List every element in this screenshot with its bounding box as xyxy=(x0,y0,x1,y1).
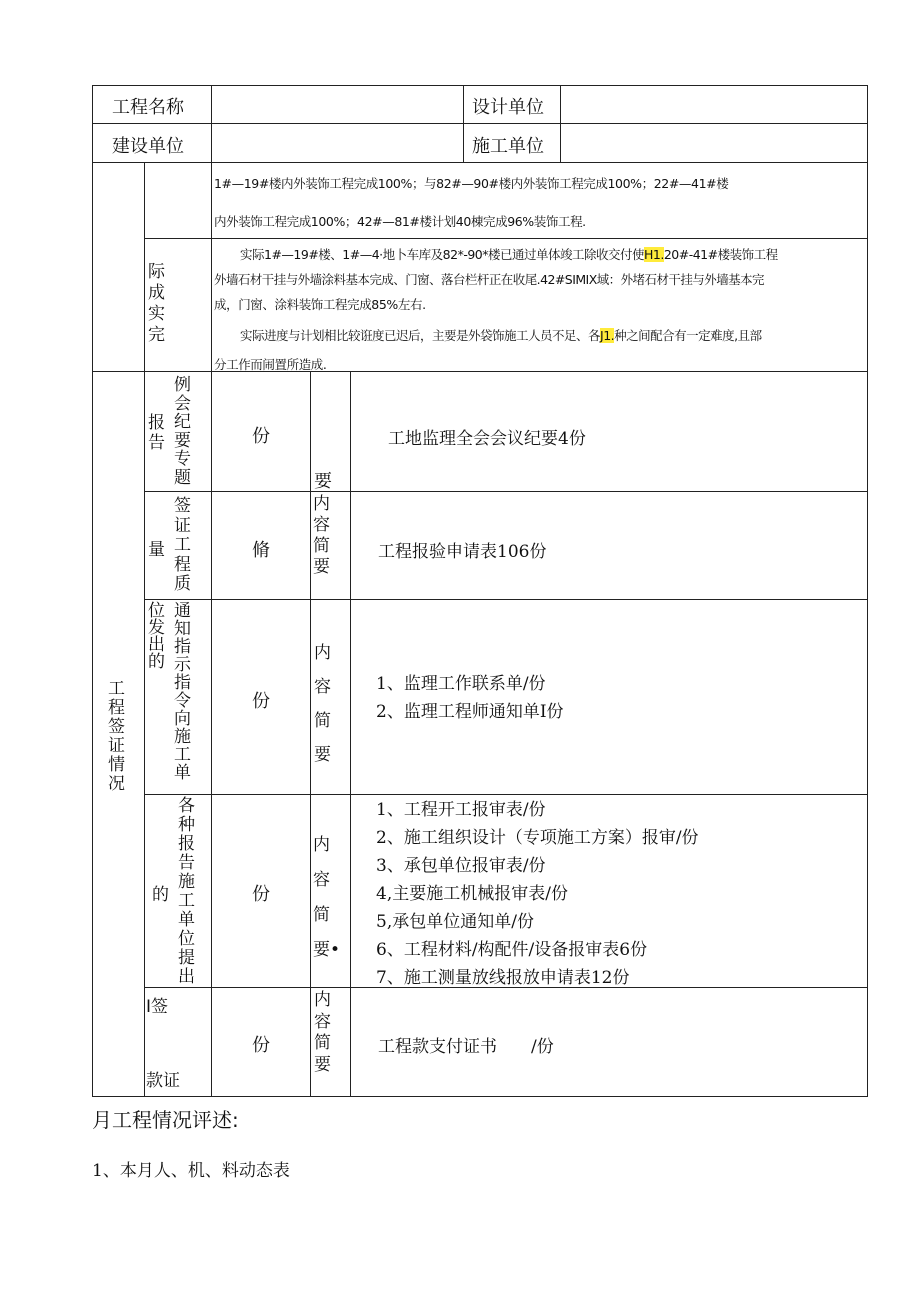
signoff-r3-items xyxy=(376,670,564,726)
signoff-r3-mid: 内容简要 xyxy=(314,643,331,765)
actual-progress-line-4: 实际进度与计划相比较诳度已迟后，主要是外袋饰施工人员不足、各J1.种之间配合有一定难度,且部 xyxy=(240,328,762,343)
signoff-r3-count: 份 xyxy=(252,691,270,712)
list-item: 7、施工测量放线报放申请表12份 xyxy=(376,968,630,988)
signoff-r1-col-a: 报告 xyxy=(148,413,165,453)
signoff-r5-mid: 内容简要 xyxy=(314,990,331,1075)
signoff-r1-mid: 要 xyxy=(314,471,332,492)
signoff-r3-col-a: 位发出的 xyxy=(148,601,165,672)
list-item: 1、工程开工报审表/份 xyxy=(376,800,546,820)
monthly-review-heading: 月工程情况评述: xyxy=(92,1108,239,1132)
signoff-r5-content: 工程款支付证书 /份 xyxy=(378,1037,554,1057)
signoff-r4-col-a: 的 xyxy=(152,885,169,905)
plan-progress-line-2: 内外装饰工程完成100%；42#—81#楼计划40棟完成96%装饰工程. xyxy=(214,214,586,229)
signoff-r1-count: 份 xyxy=(252,426,270,447)
actual-progress-line-2: 外墙石材干挂与外墙涂料基本完成、门窗、落台栏杆正在收尾.42#SIMIX域：外堵石材干挂与外墙基本完 xyxy=(214,272,765,287)
plan-progress-line-1: 1#—19#楼内外装饰工程完成100%；与82#—90#楼内外装饰工程完成100%；22#—41#楼 xyxy=(214,176,729,191)
signoff-r2-content: 工程报验申请表106份 xyxy=(378,542,547,562)
signoff-r5-count: 份 xyxy=(252,1035,270,1056)
signoff-r4-mid: 内容简要• xyxy=(313,835,341,960)
list-item: 2、施工组织设计（专项施工方案）报审/份 xyxy=(376,828,699,848)
signoff-r2-col-a: 量 xyxy=(148,540,165,560)
design-unit-label: 设计单位 xyxy=(472,97,544,118)
list-item: 3、承包单位报审表/份 xyxy=(376,856,546,876)
list-item: 1、监理工作联系单/份 xyxy=(376,674,546,694)
signoff-r4-col-b: 各种报告施工单位提出 xyxy=(178,796,195,987)
list-item: 6、工程材料/构配件/设备报审表6份 xyxy=(376,940,648,960)
actual-progress-label: 际成实完 xyxy=(148,262,165,345)
signoff-r4-items xyxy=(376,796,699,992)
signoff-r5-col-a-bottom: 款证 xyxy=(146,1071,180,1091)
signoff-r1-content: 工地监理全会会议纪要4份 xyxy=(388,429,586,449)
builder-unit-label: 施工单位 xyxy=(472,136,544,157)
signoff-r2-col-b: 签证工程质 xyxy=(174,496,191,594)
signoff-r2-count: 脩 xyxy=(252,540,270,561)
signoff-r1-col-b: 例会纪要专题 xyxy=(174,375,191,488)
monthly-review-item-1: 1、本月人、机、料动态表 xyxy=(92,1161,290,1181)
signoff-r4-count: 份 xyxy=(252,884,270,905)
list-item: 2、监理工程师通知单I份 xyxy=(376,702,564,722)
actual-progress-line-1: 实际1#—19#楼、1#—4·地卜车库及82*-90*楼已通过单体竣工除收交付使H1.20#-41#楼装饰工程 xyxy=(240,247,778,262)
list-item: 5,承包单位通知单/份 xyxy=(376,912,534,932)
list-item: 4,主要施工机械报审表/份 xyxy=(376,884,568,904)
actual-progress-line-5: 分工作而闹置所造成. xyxy=(214,357,327,372)
signoff-r5-col-a-top: I签 xyxy=(146,997,169,1017)
construction-owner-label: 建设单位 xyxy=(112,136,184,157)
signoff-r2-mid: 内容简要 xyxy=(313,494,330,577)
signoff-section-label: 工程签证情况 xyxy=(108,679,125,794)
actual-progress-line-3: 成，门窗、涂料装饰工程完成85%左右. xyxy=(214,297,426,312)
signoff-r3-col-b: 通知指示指令向施工单 xyxy=(174,601,191,783)
project-name-label: 工程名称 xyxy=(112,97,184,118)
